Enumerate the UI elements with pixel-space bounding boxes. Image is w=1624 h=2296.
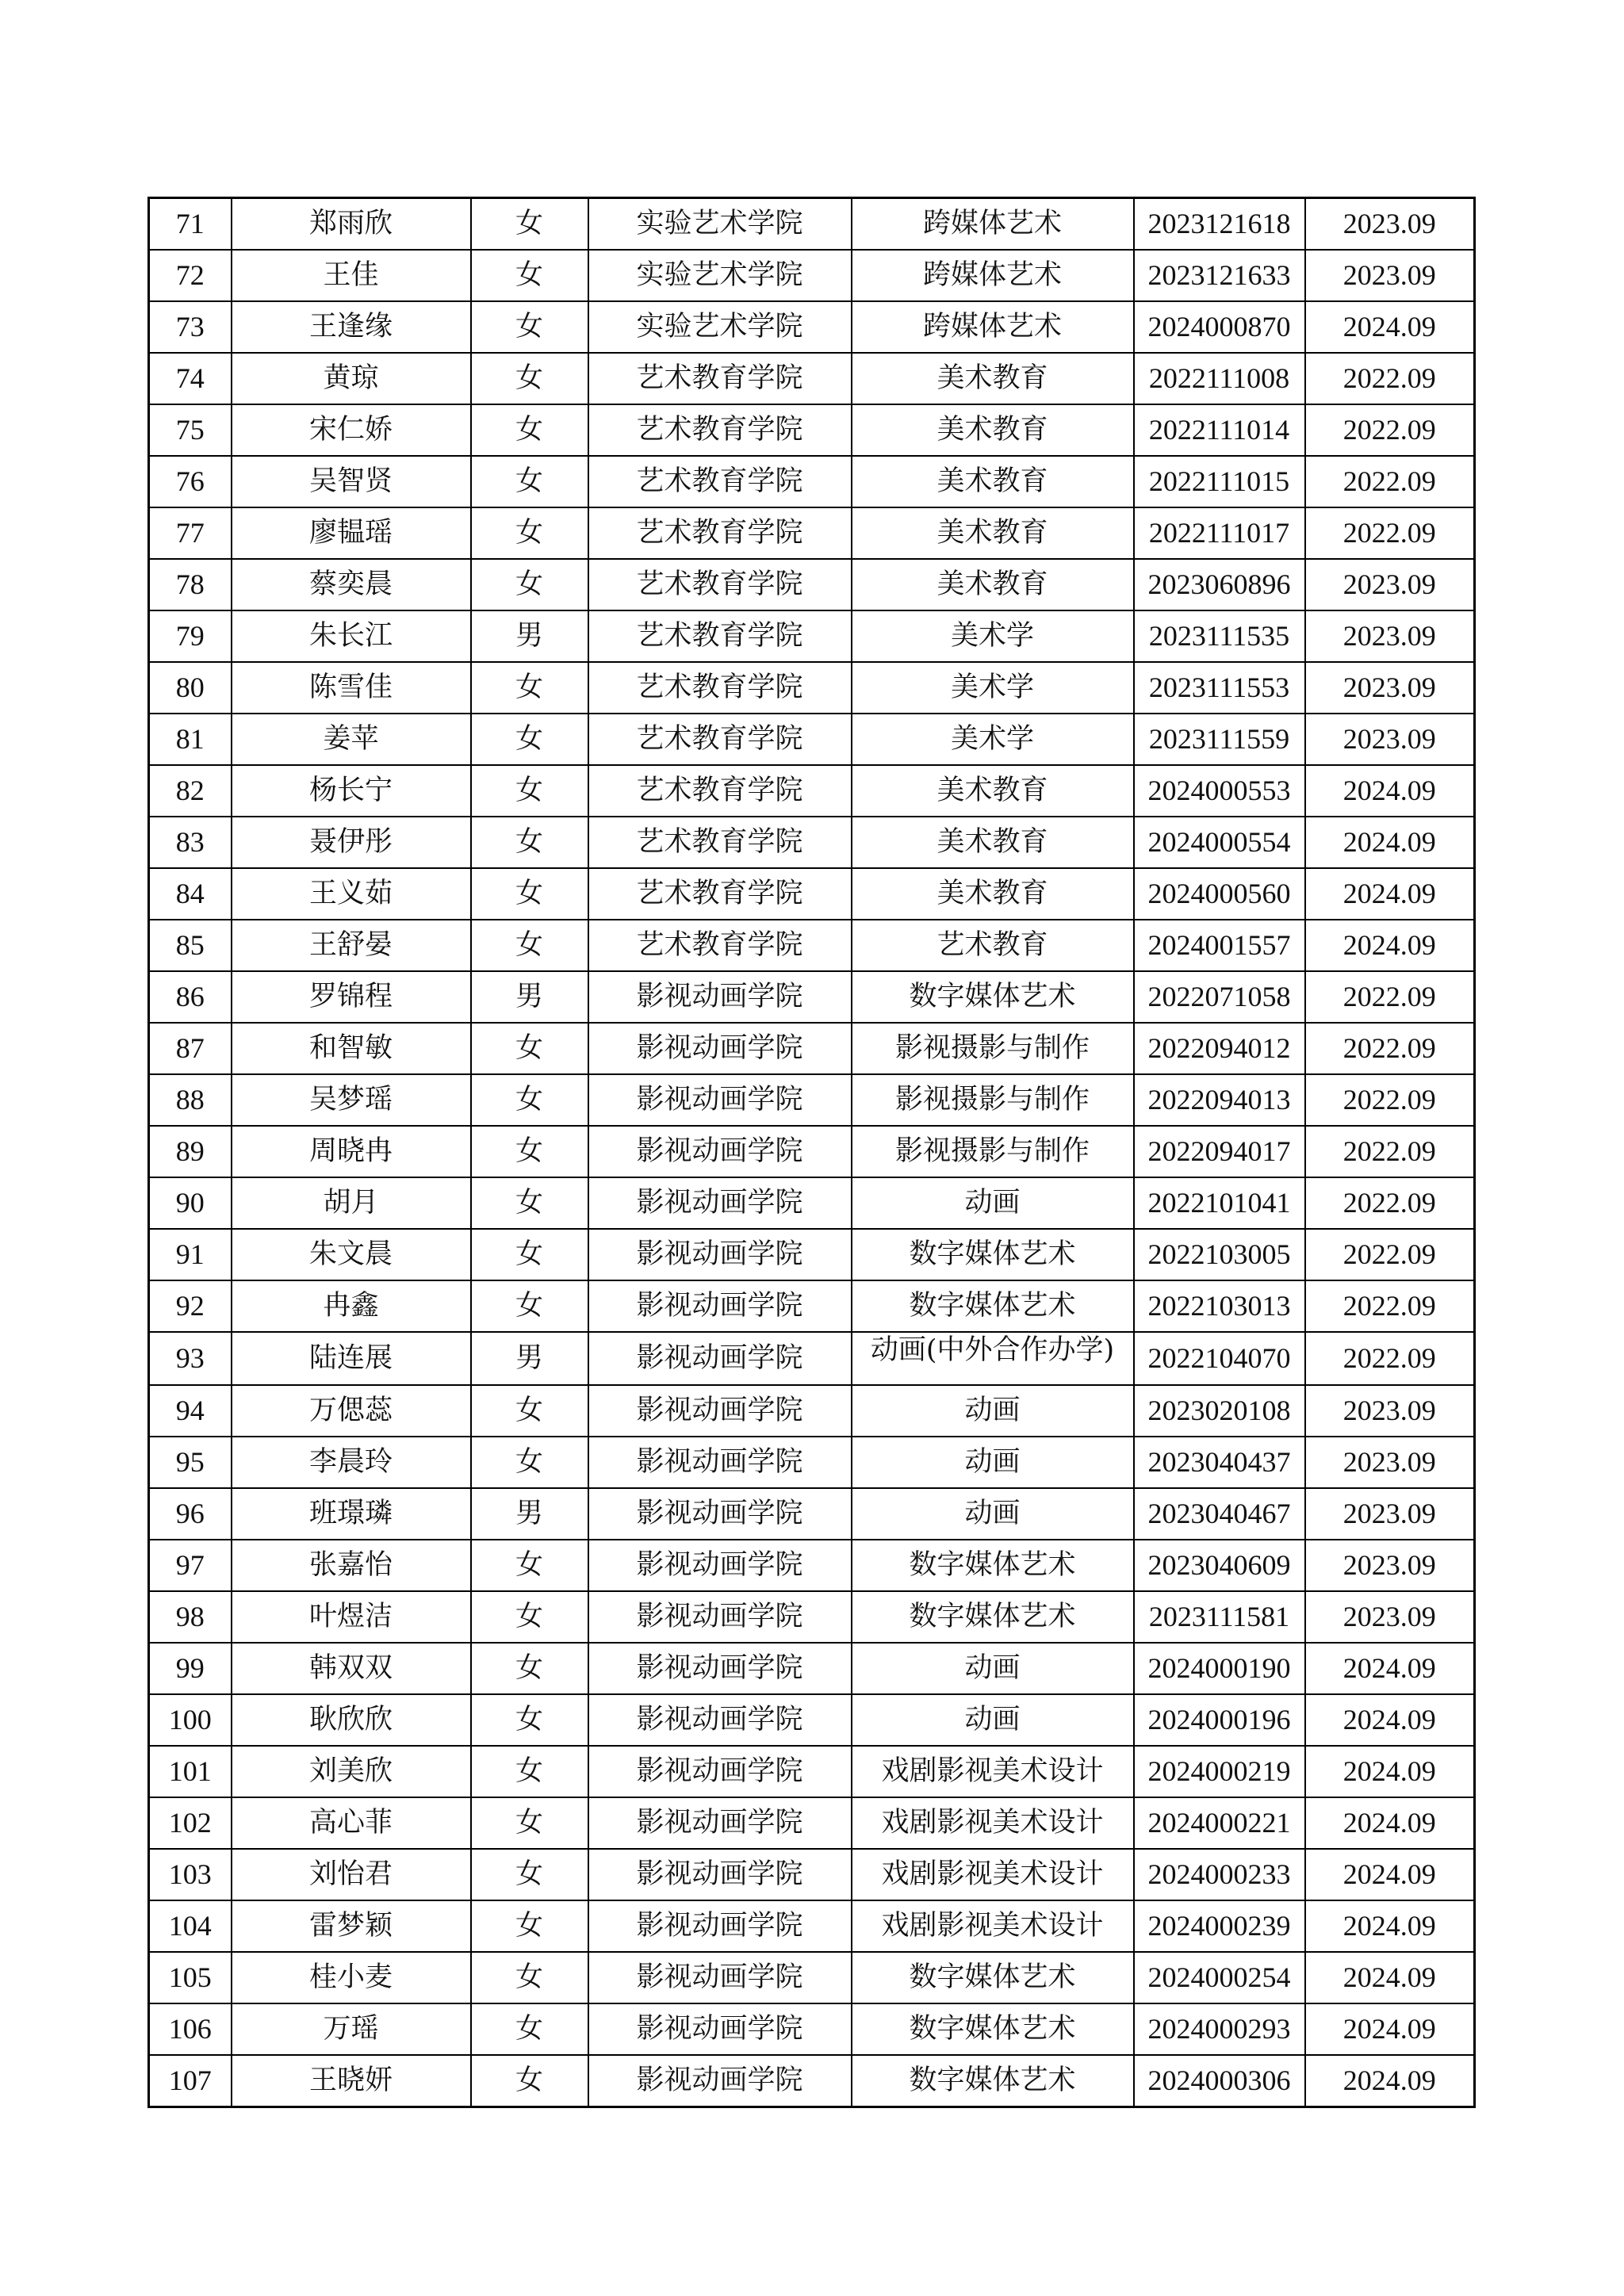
student-roster-table bbox=[147, 197, 1476, 2108]
enrollment-date-cell: 2023.09 bbox=[1305, 662, 1475, 714]
student-id-cell: 2022111017 bbox=[1134, 507, 1305, 559]
enrollment-date-cell: 2024.09 bbox=[1305, 2003, 1475, 2055]
student-id-cell: 2022111015 bbox=[1134, 456, 1305, 507]
college-cell: 影视动画学院 bbox=[588, 1437, 852, 1488]
major-cell: 美术教育 bbox=[852, 817, 1134, 868]
row-number-cell: 95 bbox=[149, 1437, 232, 1488]
enrollment-date-cell: 2024.09 bbox=[1305, 765, 1475, 817]
enrollment-date-cell: 2022.09 bbox=[1305, 971, 1475, 1023]
row-number-cell: 73 bbox=[149, 301, 232, 353]
college-cell: 艺术教育学院 bbox=[588, 507, 852, 559]
student-id-cell: 2022094017 bbox=[1134, 1126, 1305, 1177]
gender-cell: 女 bbox=[471, 507, 588, 559]
major-cell: 动画 bbox=[852, 1177, 1134, 1229]
gender-cell: 女 bbox=[471, 1437, 588, 1488]
student-id-cell: 2024000293 bbox=[1134, 2003, 1305, 2055]
college-cell: 影视动画学院 bbox=[588, 1694, 852, 1746]
table-row bbox=[149, 456, 1475, 507]
gender-cell: 女 bbox=[471, 2055, 588, 2107]
college-cell: 实验艺术学院 bbox=[588, 301, 852, 353]
enrollment-date-cell: 2023.09 bbox=[1305, 610, 1475, 662]
row-number-cell: 101 bbox=[149, 1746, 232, 1797]
student-name-cell: 班璟璘 bbox=[232, 1488, 471, 1540]
student-name-cell: 朱文晨 bbox=[232, 1229, 471, 1280]
college-cell: 影视动画学院 bbox=[588, 1023, 852, 1074]
gender-cell: 女 bbox=[471, 2003, 588, 2055]
student-id-cell: 2022111014 bbox=[1134, 404, 1305, 456]
enrollment-date-cell: 2022.09 bbox=[1305, 1023, 1475, 1074]
major-cell: 数字媒体艺术 bbox=[852, 1540, 1134, 1591]
table-row bbox=[149, 1437, 1475, 1488]
student-name-cell: 王逢缘 bbox=[232, 301, 471, 353]
major-cell: 动画 bbox=[852, 1385, 1134, 1437]
row-number-cell: 96 bbox=[149, 1488, 232, 1540]
college-cell: 影视动画学院 bbox=[588, 1952, 852, 2003]
row-number-cell: 79 bbox=[149, 610, 232, 662]
row-number-cell: 91 bbox=[149, 1229, 232, 1280]
row-number-cell: 93 bbox=[149, 1332, 232, 1385]
student-name-cell: 郑雨欣 bbox=[232, 198, 471, 251]
college-cell: 影视动画学院 bbox=[588, 2055, 852, 2107]
enrollment-date-cell: 2024.09 bbox=[1305, 1900, 1475, 1952]
major-cell: 影视摄影与制作 bbox=[852, 1074, 1134, 1126]
table-row bbox=[149, 1332, 1475, 1385]
enrollment-date-cell: 2023.09 bbox=[1305, 250, 1475, 301]
major-cell bbox=[852, 1332, 1134, 1385]
college-cell: 艺术教育学院 bbox=[588, 559, 852, 610]
table-row bbox=[149, 198, 1475, 251]
enrollment-date-cell: 2024.09 bbox=[1305, 2055, 1475, 2107]
gender-cell: 女 bbox=[471, 1023, 588, 1074]
major-cell: 戏剧影视美术设计 bbox=[852, 1797, 1134, 1849]
college-cell: 实验艺术学院 bbox=[588, 250, 852, 301]
major-cell: 数字媒体艺术 bbox=[852, 1952, 1134, 2003]
student-id-cell: 2023111559 bbox=[1134, 714, 1305, 765]
student-id-cell: 2024001557 bbox=[1134, 920, 1305, 971]
table-row bbox=[149, 1952, 1475, 2003]
student-id-cell: 2022094013 bbox=[1134, 1074, 1305, 1126]
student-id-cell: 2022111008 bbox=[1134, 353, 1305, 404]
row-number-cell: 78 bbox=[149, 559, 232, 610]
major-cell: 戏剧影视美术设计 bbox=[852, 1900, 1134, 1952]
college-cell: 影视动画学院 bbox=[588, 1332, 852, 1385]
table-row bbox=[149, 765, 1475, 817]
student-id-cell: 2022101041 bbox=[1134, 1177, 1305, 1229]
major-cell: 跨媒体艺术 bbox=[852, 301, 1134, 353]
gender-cell: 女 bbox=[471, 1900, 588, 1952]
major-cell: 数字媒体艺术 bbox=[852, 1280, 1134, 1332]
major-cell: 数字媒体艺术 bbox=[852, 2055, 1134, 2107]
college-cell: 影视动画学院 bbox=[588, 1280, 852, 1332]
row-number-cell: 90 bbox=[149, 1177, 232, 1229]
enrollment-date-cell: 2022.09 bbox=[1305, 507, 1475, 559]
major-cell: 数字媒体艺术 bbox=[852, 1229, 1134, 1280]
table-row bbox=[149, 868, 1475, 920]
college-cell: 影视动画学院 bbox=[588, 1797, 852, 1849]
student-name-cell: 韩双双 bbox=[232, 1643, 471, 1694]
student-name-cell: 刘美欣 bbox=[232, 1746, 471, 1797]
major-cell: 影视摄影与制作 bbox=[852, 1126, 1134, 1177]
enrollment-date-cell: 2022.09 bbox=[1305, 1074, 1475, 1126]
gender-cell: 女 bbox=[471, 353, 588, 404]
row-number-cell: 71 bbox=[149, 198, 232, 251]
table-row bbox=[149, 404, 1475, 456]
student-name-cell: 王舒晏 bbox=[232, 920, 471, 971]
table-row bbox=[149, 1694, 1475, 1746]
student-name-cell: 杨长宁 bbox=[232, 765, 471, 817]
gender-cell: 女 bbox=[471, 868, 588, 920]
enrollment-date-cell: 2023.09 bbox=[1305, 1591, 1475, 1643]
row-number-cell: 76 bbox=[149, 456, 232, 507]
college-cell: 艺术教育学院 bbox=[588, 404, 852, 456]
enrollment-date-cell: 2024.09 bbox=[1305, 1643, 1475, 1694]
gender-cell: 女 bbox=[471, 1849, 588, 1900]
table-row bbox=[149, 353, 1475, 404]
student-id-cell: 2023111553 bbox=[1134, 662, 1305, 714]
student-name-cell: 王义茹 bbox=[232, 868, 471, 920]
student-name-cell: 冉鑫 bbox=[232, 1280, 471, 1332]
gender-cell: 女 bbox=[471, 765, 588, 817]
college-cell: 艺术教育学院 bbox=[588, 662, 852, 714]
gender-cell: 男 bbox=[471, 1488, 588, 1540]
student-id-cell: 2022104070 bbox=[1134, 1332, 1305, 1385]
enrollment-date-cell: 2024.09 bbox=[1305, 301, 1475, 353]
college-cell: 影视动画学院 bbox=[588, 1540, 852, 1591]
student-name-cell: 叶煜洁 bbox=[232, 1591, 471, 1643]
major-cell: 跨媒体艺术 bbox=[852, 198, 1134, 251]
major-cell: 戏剧影视美术设计 bbox=[852, 1746, 1134, 1797]
row-number-cell: 92 bbox=[149, 1280, 232, 1332]
college-cell: 影视动画学院 bbox=[588, 1177, 852, 1229]
row-number-cell: 83 bbox=[149, 817, 232, 868]
student-id-cell: 2024000306 bbox=[1134, 2055, 1305, 2107]
student-id-cell: 2024000190 bbox=[1134, 1643, 1305, 1694]
college-cell: 影视动画学院 bbox=[588, 1849, 852, 1900]
row-number-cell: 103 bbox=[149, 1849, 232, 1900]
gender-cell: 女 bbox=[471, 301, 588, 353]
student-id-cell: 2024000554 bbox=[1134, 817, 1305, 868]
gender-cell: 女 bbox=[471, 817, 588, 868]
student-id-cell: 2023020108 bbox=[1134, 1385, 1305, 1437]
gender-cell: 女 bbox=[471, 1385, 588, 1437]
major-cell: 数字媒体艺术 bbox=[852, 971, 1134, 1023]
table-row bbox=[149, 1126, 1475, 1177]
gender-cell: 女 bbox=[471, 1591, 588, 1643]
student-name-cell: 李晨玲 bbox=[232, 1437, 471, 1488]
college-cell: 影视动画学院 bbox=[588, 1746, 852, 1797]
table-row bbox=[149, 1023, 1475, 1074]
college-cell: 艺术教育学院 bbox=[588, 714, 852, 765]
table-row bbox=[149, 559, 1475, 610]
gender-cell: 男 bbox=[471, 971, 588, 1023]
gender-cell: 女 bbox=[471, 1074, 588, 1126]
college-cell: 艺术教育学院 bbox=[588, 920, 852, 971]
major-cell: 动画 bbox=[852, 1643, 1134, 1694]
college-cell: 影视动画学院 bbox=[588, 1229, 852, 1280]
table-row bbox=[149, 1591, 1475, 1643]
student-id-cell: 2024000560 bbox=[1134, 868, 1305, 920]
college-cell: 艺术教育学院 bbox=[588, 456, 852, 507]
enrollment-date-cell: 2022.09 bbox=[1305, 1126, 1475, 1177]
gender-cell: 女 bbox=[471, 559, 588, 610]
major-cell: 戏剧影视美术设计 bbox=[852, 1849, 1134, 1900]
major-cell: 影视摄影与制作 bbox=[852, 1023, 1134, 1074]
table-row bbox=[149, 1488, 1475, 1540]
table-row bbox=[149, 662, 1475, 714]
gender-cell: 女 bbox=[471, 1643, 588, 1694]
student-name-cell: 张嘉怡 bbox=[232, 1540, 471, 1591]
enrollment-date-cell: 2022.09 bbox=[1305, 456, 1475, 507]
college-cell: 艺术教育学院 bbox=[588, 765, 852, 817]
student-name-cell: 蔡奕晨 bbox=[232, 559, 471, 610]
major-text: 动画(中外合作办学) bbox=[870, 1334, 1115, 1366]
gender-cell: 女 bbox=[471, 456, 588, 507]
gender-cell: 女 bbox=[471, 1797, 588, 1849]
row-number-cell: 106 bbox=[149, 2003, 232, 2055]
college-cell: 影视动画学院 bbox=[588, 1591, 852, 1643]
enrollment-date-cell: 2023.09 bbox=[1305, 559, 1475, 610]
table-row bbox=[149, 1385, 1475, 1437]
student-name-cell: 罗锦程 bbox=[232, 971, 471, 1023]
table-row bbox=[149, 301, 1475, 353]
student-id-cell: 2024000870 bbox=[1134, 301, 1305, 353]
gender-cell: 女 bbox=[471, 1746, 588, 1797]
student-id-cell: 2024000553 bbox=[1134, 765, 1305, 817]
college-cell: 实验艺术学院 bbox=[588, 198, 852, 251]
student-name-cell: 陈雪佳 bbox=[232, 662, 471, 714]
major-cell: 美术教育 bbox=[852, 353, 1134, 404]
major-cell: 美术学 bbox=[852, 610, 1134, 662]
table-row bbox=[149, 1797, 1475, 1849]
student-id-cell: 2023060896 bbox=[1134, 559, 1305, 610]
row-number-cell: 97 bbox=[149, 1540, 232, 1591]
table-row bbox=[149, 971, 1475, 1023]
student-id-cell: 2024000233 bbox=[1134, 1849, 1305, 1900]
row-number-cell: 81 bbox=[149, 714, 232, 765]
major-cell: 数字媒体艺术 bbox=[852, 2003, 1134, 2055]
row-number-cell: 80 bbox=[149, 662, 232, 714]
student-id-cell: 2023040609 bbox=[1134, 1540, 1305, 1591]
student-name-cell: 万瑶 bbox=[232, 2003, 471, 2055]
student-name-cell: 廖韫瑶 bbox=[232, 507, 471, 559]
table-row bbox=[149, 2003, 1475, 2055]
student-name-cell: 雷梦颖 bbox=[232, 1900, 471, 1952]
student-id-cell: 2023111535 bbox=[1134, 610, 1305, 662]
student-id-cell: 2023121618 bbox=[1134, 198, 1305, 251]
table-row bbox=[149, 610, 1475, 662]
student-name-cell: 高心菲 bbox=[232, 1797, 471, 1849]
row-number-cell: 88 bbox=[149, 1074, 232, 1126]
major-cell: 跨媒体艺术 bbox=[852, 250, 1134, 301]
row-number-cell: 94 bbox=[149, 1385, 232, 1437]
table-row bbox=[149, 1900, 1475, 1952]
table-row bbox=[149, 1177, 1475, 1229]
enrollment-date-cell: 2023.09 bbox=[1305, 1540, 1475, 1591]
enrollment-date-cell: 2023.09 bbox=[1305, 1488, 1475, 1540]
major-cell: 美术教育 bbox=[852, 507, 1134, 559]
student-id-cell: 2024000239 bbox=[1134, 1900, 1305, 1952]
table-row bbox=[149, 1746, 1475, 1797]
student-name-cell: 聂伊彤 bbox=[232, 817, 471, 868]
gender-cell: 男 bbox=[471, 1332, 588, 1385]
row-number-cell: 77 bbox=[149, 507, 232, 559]
gender-cell: 女 bbox=[471, 714, 588, 765]
enrollment-date-cell: 2024.09 bbox=[1305, 1797, 1475, 1849]
student-name-cell: 陆连展 bbox=[232, 1332, 471, 1385]
student-name-cell: 王晓妍 bbox=[232, 2055, 471, 2107]
gender-cell: 女 bbox=[471, 1952, 588, 2003]
college-cell: 影视动画学院 bbox=[588, 2003, 852, 2055]
student-name-cell: 桂小麦 bbox=[232, 1952, 471, 2003]
student-name-cell: 黄琼 bbox=[232, 353, 471, 404]
row-number-cell: 85 bbox=[149, 920, 232, 971]
student-name-cell: 周晓冉 bbox=[232, 1126, 471, 1177]
row-number-cell: 102 bbox=[149, 1797, 232, 1849]
major-cell: 美术学 bbox=[852, 662, 1134, 714]
row-number-cell: 100 bbox=[149, 1694, 232, 1746]
row-number-cell: 104 bbox=[149, 1900, 232, 1952]
student-name-cell: 耿欣欣 bbox=[232, 1694, 471, 1746]
student-id-cell: 2023111581 bbox=[1134, 1591, 1305, 1643]
row-number-cell: 82 bbox=[149, 765, 232, 817]
table-row bbox=[149, 2055, 1475, 2107]
table-row bbox=[149, 920, 1475, 971]
enrollment-date-cell: 2024.09 bbox=[1305, 817, 1475, 868]
enrollment-date-cell: 2023.09 bbox=[1305, 1385, 1475, 1437]
student-id-cell: 2022103005 bbox=[1134, 1229, 1305, 1280]
student-name-cell: 宋仁娇 bbox=[232, 404, 471, 456]
college-cell: 影视动画学院 bbox=[588, 1900, 852, 1952]
table-row bbox=[149, 507, 1475, 559]
major-cell: 数字媒体艺术 bbox=[852, 1591, 1134, 1643]
student-id-cell: 2023040467 bbox=[1134, 1488, 1305, 1540]
table-row bbox=[149, 1643, 1475, 1694]
row-number-cell: 86 bbox=[149, 971, 232, 1023]
row-number-cell: 98 bbox=[149, 1591, 232, 1643]
enrollment-date-cell: 2022.09 bbox=[1305, 404, 1475, 456]
table-row bbox=[149, 1540, 1475, 1591]
table-row bbox=[149, 1229, 1475, 1280]
row-number-cell: 105 bbox=[149, 1952, 232, 2003]
major-cell: 美术教育 bbox=[852, 456, 1134, 507]
gender-cell: 男 bbox=[471, 610, 588, 662]
enrollment-date-cell: 2023.09 bbox=[1305, 714, 1475, 765]
student-name-cell: 吴梦瑶 bbox=[232, 1074, 471, 1126]
student-id-cell: 2022103013 bbox=[1134, 1280, 1305, 1332]
major-cell: 美术教育 bbox=[852, 868, 1134, 920]
major-cell: 动画 bbox=[852, 1488, 1134, 1540]
gender-cell: 女 bbox=[471, 662, 588, 714]
college-cell: 艺术教育学院 bbox=[588, 868, 852, 920]
enrollment-date-cell: 2024.09 bbox=[1305, 1952, 1475, 2003]
table-row bbox=[149, 1849, 1475, 1900]
college-cell: 艺术教育学院 bbox=[588, 610, 852, 662]
student-name-cell: 和智敏 bbox=[232, 1023, 471, 1074]
enrollment-date-cell: 2024.09 bbox=[1305, 1849, 1475, 1900]
college-cell: 影视动画学院 bbox=[588, 1385, 852, 1437]
student-name-cell: 吴智贤 bbox=[232, 456, 471, 507]
major-cell: 美术教育 bbox=[852, 765, 1134, 817]
major-cell: 美术教育 bbox=[852, 404, 1134, 456]
college-cell: 影视动画学院 bbox=[588, 1126, 852, 1177]
table-row bbox=[149, 250, 1475, 301]
student-name-cell: 王佳 bbox=[232, 250, 471, 301]
student-id-cell: 2024000196 bbox=[1134, 1694, 1305, 1746]
gender-cell: 女 bbox=[471, 920, 588, 971]
major-cell: 动画 bbox=[852, 1437, 1134, 1488]
student-id-cell: 2023121633 bbox=[1134, 250, 1305, 301]
row-number-cell: 74 bbox=[149, 353, 232, 404]
gender-cell: 女 bbox=[471, 1694, 588, 1746]
gender-cell: 女 bbox=[471, 1229, 588, 1280]
enrollment-date-cell: 2022.09 bbox=[1305, 1332, 1475, 1385]
gender-cell: 女 bbox=[471, 1280, 588, 1332]
college-cell: 影视动画学院 bbox=[588, 971, 852, 1023]
enrollment-date-cell: 2024.09 bbox=[1305, 920, 1475, 971]
gender-cell: 女 bbox=[471, 404, 588, 456]
student-id-cell: 2024000219 bbox=[1134, 1746, 1305, 1797]
enrollment-date-cell: 2022.09 bbox=[1305, 1280, 1475, 1332]
student-id-cell: 2024000254 bbox=[1134, 1952, 1305, 2003]
college-cell: 艺术教育学院 bbox=[588, 353, 852, 404]
student-name-cell: 刘怡君 bbox=[232, 1849, 471, 1900]
enrollment-date-cell: 2023.09 bbox=[1305, 198, 1475, 251]
row-number-cell: 72 bbox=[149, 250, 232, 301]
table-row bbox=[149, 817, 1475, 868]
student-name-cell: 姜苹 bbox=[232, 714, 471, 765]
student-id-cell: 2023040437 bbox=[1134, 1437, 1305, 1488]
college-cell: 艺术教育学院 bbox=[588, 817, 852, 868]
table-row bbox=[149, 714, 1475, 765]
gender-cell: 女 bbox=[471, 198, 588, 251]
gender-cell: 女 bbox=[471, 1540, 588, 1591]
row-number-cell: 84 bbox=[149, 868, 232, 920]
gender-cell: 女 bbox=[471, 250, 588, 301]
row-number-cell: 99 bbox=[149, 1643, 232, 1694]
table-row bbox=[149, 1280, 1475, 1332]
enrollment-date-cell: 2022.09 bbox=[1305, 1177, 1475, 1229]
major-cell: 艺术教育 bbox=[852, 920, 1134, 971]
enrollment-date-cell: 2024.09 bbox=[1305, 1694, 1475, 1746]
major-cell: 美术教育 bbox=[852, 559, 1134, 610]
student-id-cell: 2022094012 bbox=[1134, 1023, 1305, 1074]
enrollment-date-cell: 2024.09 bbox=[1305, 1746, 1475, 1797]
major-cell: 美术学 bbox=[852, 714, 1134, 765]
roster-body bbox=[149, 198, 1475, 2107]
gender-cell: 女 bbox=[471, 1126, 588, 1177]
enrollment-date-cell: 2022.09 bbox=[1305, 353, 1475, 404]
row-number-cell: 75 bbox=[149, 404, 232, 456]
enrollment-date-cell: 2022.09 bbox=[1305, 1229, 1475, 1280]
student-id-cell: 2022071058 bbox=[1134, 971, 1305, 1023]
enrollment-date-cell: 2024.09 bbox=[1305, 868, 1475, 920]
major-cell: 动画 bbox=[852, 1694, 1134, 1746]
enrollment-date-cell: 2023.09 bbox=[1305, 1437, 1475, 1488]
college-cell: 影视动画学院 bbox=[588, 1643, 852, 1694]
college-cell: 影视动画学院 bbox=[588, 1074, 852, 1126]
student-name-cell: 胡月 bbox=[232, 1177, 471, 1229]
student-id-cell: 2024000221 bbox=[1134, 1797, 1305, 1849]
row-number-cell: 107 bbox=[149, 2055, 232, 2107]
row-number-cell: 89 bbox=[149, 1126, 232, 1177]
college-cell: 影视动画学院 bbox=[588, 1488, 852, 1540]
student-name-cell: 朱长江 bbox=[232, 610, 471, 662]
table-row bbox=[149, 1074, 1475, 1126]
gender-cell: 女 bbox=[471, 1177, 588, 1229]
row-number-cell: 87 bbox=[149, 1023, 232, 1074]
student-name-cell: 万偲蕊 bbox=[232, 1385, 471, 1437]
